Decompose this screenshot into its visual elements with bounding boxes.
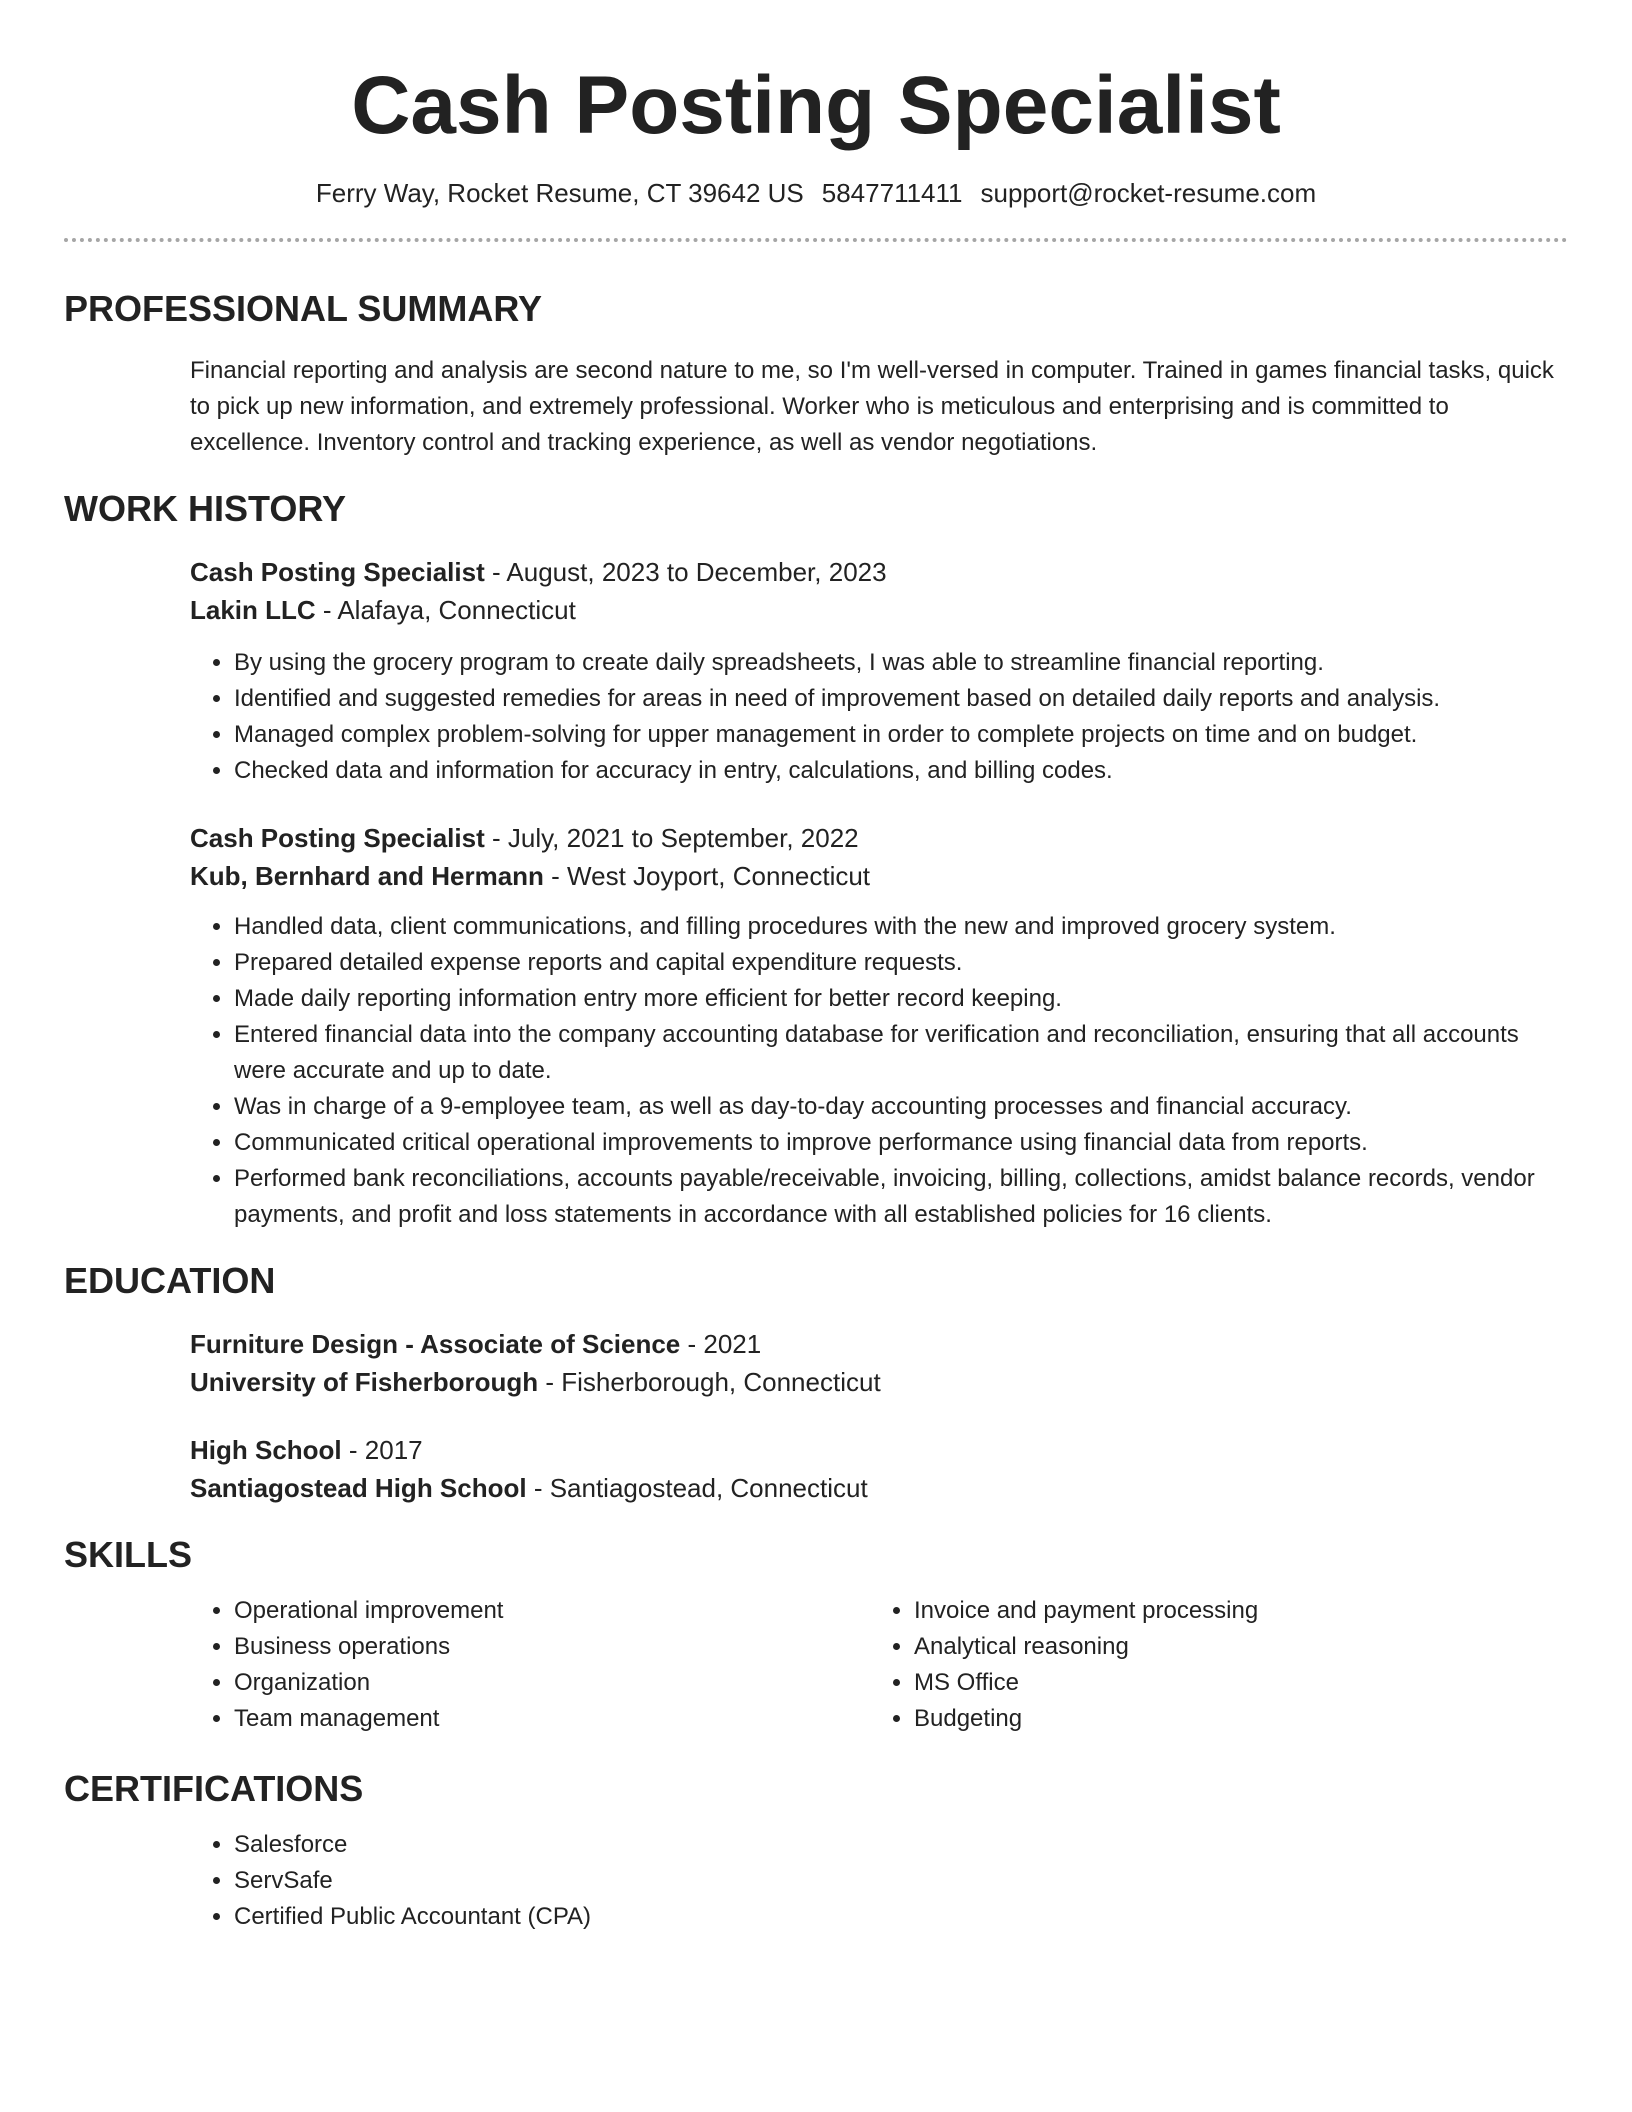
education-degree-line xyxy=(190,1325,1568,1363)
skills-list xyxy=(190,1593,870,1737)
education-degree: High School xyxy=(190,1435,342,1465)
certifications-heading: CERTIFICATIONS xyxy=(64,1768,364,1809)
contact-address: Ferry Way, Rocket Resume, CT 39642 US xyxy=(315,178,804,208)
education-school: University of Fisherborough xyxy=(190,1367,539,1397)
skills-list xyxy=(870,1593,1550,1737)
job-location: - West Joyport, Connecticut xyxy=(543,861,871,891)
education-degree-line xyxy=(190,1431,1568,1469)
contact-email: support@rocket-resume.com xyxy=(980,178,1317,208)
skills-column-right xyxy=(870,1593,1550,1737)
job-position: Cash Posting Specialist xyxy=(190,823,485,853)
skills-column-left xyxy=(190,1593,870,1737)
skill-item: • MS Office xyxy=(914,1665,1550,1701)
job-company: Lakin LLC xyxy=(190,595,316,625)
education-school-line xyxy=(190,1469,1568,1507)
education-location: - Fisherborough, Connecticut xyxy=(538,1367,881,1397)
job-duty: • Checked data and information for accuracy in entry, calculations, and billing codes. xyxy=(234,753,1568,789)
job-title-line xyxy=(190,553,1568,591)
job-duties-list xyxy=(190,645,1568,789)
skills-heading: SKILLS xyxy=(64,1534,193,1575)
education-entry xyxy=(190,1325,1568,1401)
job-duty: • Identified and suggested remedies for areas in need of improvement based on detailed daily reports and analysis. xyxy=(234,681,1568,717)
education-school-line xyxy=(190,1363,1568,1401)
education-location: - Santiagostead, Connecticut xyxy=(526,1473,868,1503)
job-dates: - August, 2023 to December, 2023 xyxy=(484,557,887,587)
education-school: Santiagostead High School xyxy=(190,1473,527,1503)
resume-name: Cash Posting Specialist xyxy=(351,60,1281,151)
job-dates: - July, 2021 to September, 2022 xyxy=(484,823,859,853)
header-divider xyxy=(64,238,1568,242)
work-history-heading: WORK HISTORY xyxy=(64,488,347,529)
certifications-block xyxy=(190,1827,1568,1935)
education-year: - 2017 xyxy=(341,1435,423,1465)
job-duty: • By using the grocery program to create daily spreadsheets, I was able to streamline financial reporting. xyxy=(234,645,1568,681)
education-entry xyxy=(190,1431,1568,1507)
job-duty: • Entered financial data into the company accounting database for verification and reconciliation, ensuring that all accounts were accurate and up to date. xyxy=(234,1017,1568,1089)
job-entry xyxy=(190,553,1568,789)
contact-line xyxy=(64,176,1568,210)
certification-item: • ServSafe xyxy=(234,1863,1568,1899)
job-company: Kub, Bernhard and Hermann xyxy=(190,861,544,891)
education-year: - 2021 xyxy=(680,1329,762,1359)
job-duty: • Handled data, client communications, and filling procedures with the new and improved grocery system. xyxy=(234,909,1568,945)
skill-item: • Team management xyxy=(234,1701,870,1737)
summary-heading: PROFESSIONAL SUMMARY xyxy=(64,288,543,329)
skill-item: • Organization xyxy=(234,1665,870,1701)
skill-item: • Analytical reasoning xyxy=(914,1629,1550,1665)
resume-page xyxy=(64,0,1568,1935)
contact-phone: 5847711411 xyxy=(821,178,963,208)
job-duty: • Communicated critical operational improvements to improve performance using financial data from reports. xyxy=(234,1125,1568,1161)
education-degree: Furniture Design - Associate of Science xyxy=(190,1329,681,1359)
job-duty: • Prepared detailed expense reports and capital expenditure requests. xyxy=(234,945,1568,981)
summary-text: Financial reporting and analysis are second nature to me, so I'm well-versed in computer. Trained in games financial tasks, quick to pick up new information, and extremely professional. Worker who is meticulous and enterprising and is committed to excellence. Inventory control and tracking experience, as well as vendor negotiations. xyxy=(190,357,1554,456)
skills-grid xyxy=(190,1593,1568,1737)
job-position: Cash Posting Specialist xyxy=(190,557,485,587)
certification-item: • Certified Public Accountant (CPA) xyxy=(234,1899,1568,1935)
certifications-list xyxy=(190,1827,1568,1935)
skill-item: • Invoice and payment processing xyxy=(914,1593,1550,1629)
job-company-line xyxy=(190,857,1568,895)
certification-item: • Salesforce xyxy=(234,1827,1568,1863)
job-duty: • Was in charge of a 9-employee team, as well as day-to-day accounting processes and financial accuracy. xyxy=(234,1089,1568,1125)
job-title-line xyxy=(190,819,1568,857)
job-company-line xyxy=(190,591,1568,629)
skill-item: • Budgeting xyxy=(914,1701,1550,1737)
job-duty: • Managed complex problem-solving for upper management in order to complete projects on time and on budget. xyxy=(234,717,1568,753)
job-duty: • Made daily reporting information entry more efficient for better record keeping. xyxy=(234,981,1568,1017)
job-entry xyxy=(190,819,1568,1233)
job-duty: • Performed bank reconciliations, accounts payable/receivable, invoicing, billing, collections, amidst balance records, vendor payments, and profit and loss statements in accordance with all established policies for 16 clients. xyxy=(234,1161,1568,1233)
education-heading: EDUCATION xyxy=(64,1260,276,1301)
job-location: - Alafaya, Connecticut xyxy=(315,595,576,625)
skill-item: • Business operations xyxy=(234,1629,870,1665)
job-duties-list xyxy=(190,909,1568,1233)
skill-item: • Operational improvement xyxy=(234,1593,870,1629)
